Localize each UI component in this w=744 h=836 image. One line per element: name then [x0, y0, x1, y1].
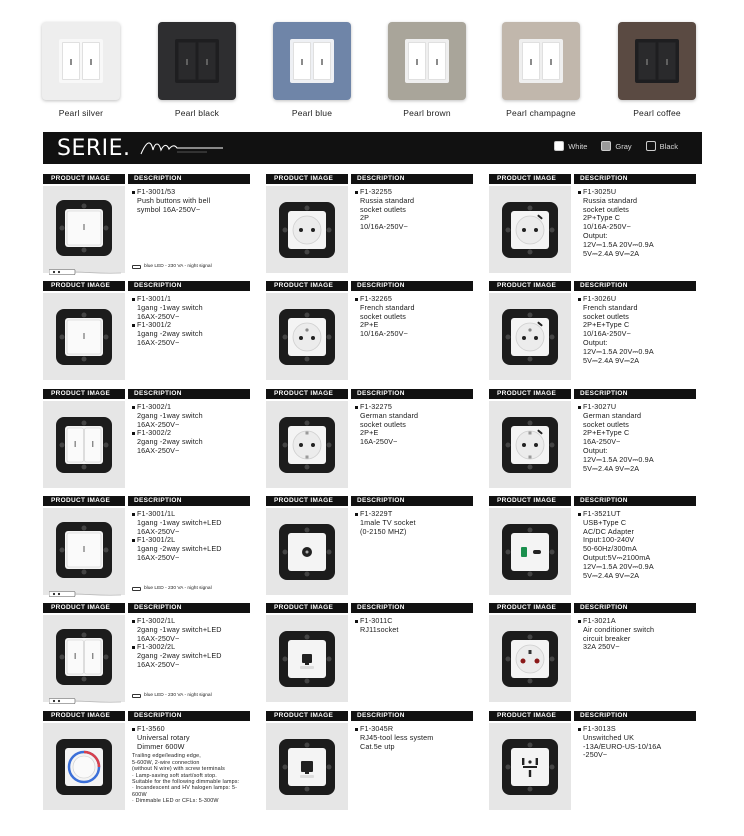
product-image-header: PRODUCT IMAGE — [266, 496, 348, 506]
description-text: F1-3560 Universal rotary Dimmer 600W — [132, 725, 250, 751]
finish-label: Pearl blue — [291, 108, 333, 118]
description-text: F1-3021A Air conditioner switch circuit breaker 32A 250V~ — [578, 617, 696, 652]
led-cable-icon — [49, 584, 121, 590]
product-image — [43, 401, 125, 488]
product-description — [355, 295, 473, 380]
description-text: F1-3521UT USB+Type C AC/DC Adapter Input:100-240V 50-60Hz/300mA Output:5V⎓2100mA 12V⎓1.5A 20V⎓0.9A 5V⎓2.4A 9V⎓2A — [578, 510, 696, 580]
description-text: F1-3002/1 2gang -1way switch 16AX-250V~ F1-3002/2 2gang -2way switch 16AX-250V~ — [132, 403, 250, 456]
socket-ru-usb-icon — [501, 201, 559, 259]
description-text: F1-3026U French standard socket outlets 2P+E+Type C 10/16A-250V~ Output: 12V⎓1.5A 20V⎓0.9A 5V⎓2.4A 9V⎓2A — [578, 295, 696, 365]
bullet-icon — [132, 432, 135, 435]
socket-fr-icon — [278, 308, 336, 366]
bullet-icon — [132, 513, 135, 516]
bullet-icon — [578, 620, 581, 623]
product-card — [266, 281, 473, 382]
product-image — [489, 723, 571, 810]
product-description — [578, 188, 696, 273]
product-card — [266, 603, 473, 704]
socket-de-usb-icon — [501, 416, 559, 474]
description-text: F1-3013S Unswitched UK -13A/EURO-US-10/16A -250V~ — [578, 725, 696, 760]
product-image — [489, 508, 571, 595]
product-card — [43, 711, 250, 812]
switch2-icon — [55, 416, 113, 474]
led-plug-icon — [132, 694, 141, 698]
product-card — [43, 389, 250, 490]
description-text: F1-32265 French standard socket outlets 2P+E 10/16A-250V~ — [355, 295, 473, 339]
description-text: F1-3025U Russia standard socket outlets 2P+Type C 10/16A-250V~ Output: 12V⎓1.5A 20V⎓0.9A 5V⎓2.4A 9V⎓2A — [578, 188, 696, 258]
product-image — [266, 723, 348, 810]
product-description — [355, 617, 473, 702]
bullet-icon — [355, 298, 358, 301]
product-image-header: PRODUCT IMAGE — [489, 496, 571, 506]
bullet-icon — [578, 728, 581, 731]
bullet-icon — [578, 191, 581, 194]
product-image-header: PRODUCT IMAGE — [266, 281, 348, 291]
description-header: DESCRIPTION — [574, 281, 696, 291]
product-card — [266, 711, 473, 812]
bullet-icon — [132, 298, 135, 301]
description-text: F1-3002/1L 2gang -1way switch+LED 16AX-250V~ F1-3002/2L 2gang -2way switch+LED 16AX-250V~ — [132, 617, 250, 670]
product-image — [489, 401, 571, 488]
product-image-header: PRODUCT IMAGE — [43, 389, 125, 399]
description-header: DESCRIPTION — [128, 711, 250, 721]
product-image — [266, 401, 348, 488]
finish-label: Pearl silver — [58, 108, 104, 118]
bullet-icon — [355, 620, 358, 623]
led-plug-icon — [132, 265, 141, 269]
product-card — [489, 711, 696, 812]
bullet-icon — [578, 298, 581, 301]
product-image — [266, 186, 348, 273]
product-image-header: PRODUCT IMAGE — [266, 711, 348, 721]
product-description — [578, 725, 696, 810]
description-header: DESCRIPTION — [574, 711, 696, 721]
usb-adapter-icon — [501, 523, 559, 581]
product-card — [489, 496, 696, 597]
dimmer-details: Trailing edge/leading edge, 5-600W, 2-wire connection (without N wire) with screw terminals · Lamp-saving soft start/soft stop. Suitable for the following dimmable lamps: · Incandescent and HV halogen lamps: 5-600W · Dimmable LED or CFLs: 5-300W — [132, 753, 240, 805]
product-card — [43, 496, 250, 597]
product-image — [43, 723, 125, 810]
description-text: F1-3001/53 Push buttons with bell symbol 16A-250V~ — [132, 188, 250, 214]
led-note-text: blue LED - 230 VA - night signal — [144, 693, 212, 698]
bullet-icon — [578, 406, 581, 409]
description-header: DESCRIPTION — [128, 496, 250, 506]
description-header: DESCRIPTION — [128, 281, 250, 291]
product-description — [578, 510, 696, 595]
product-image-header: PRODUCT IMAGE — [43, 711, 125, 721]
finish-label: Pearl black — [174, 108, 220, 118]
product-card — [266, 496, 473, 597]
bullet-icon — [578, 513, 581, 516]
product-description — [132, 403, 250, 488]
product-image-header: PRODUCT IMAGE — [489, 174, 571, 184]
product-description — [355, 188, 473, 273]
bullet-icon — [132, 728, 135, 731]
switch1-icon — [55, 521, 113, 579]
description-header: DESCRIPTION — [351, 711, 473, 721]
product-image-header: PRODUCT IMAGE — [266, 174, 348, 184]
socket-de-icon — [278, 416, 336, 474]
product-image — [266, 508, 348, 595]
finish-label: Pearl coffee — [633, 108, 681, 118]
product-image-header: PRODUCT IMAGE — [489, 711, 571, 721]
description-header: DESCRIPTION — [574, 603, 696, 613]
product-card — [266, 174, 473, 275]
bullet-icon — [355, 728, 358, 731]
bullet-icon — [132, 620, 135, 623]
filter-label: Black — [659, 141, 678, 151]
breaker-icon — [501, 630, 559, 688]
product-image-header: PRODUCT IMAGE — [43, 174, 125, 184]
description-text: F1-32275 German standard socket outlets 2P+E 16A-250V~ — [355, 403, 473, 447]
switch2-icon — [55, 628, 113, 686]
led-plug-icon — [132, 587, 141, 591]
rj11-icon — [278, 630, 336, 688]
dimmer-icon — [55, 738, 113, 796]
product-image-header: PRODUCT IMAGE — [43, 281, 125, 291]
product-card — [489, 281, 696, 382]
led-note — [132, 264, 212, 269]
filter-label: White — [568, 141, 588, 151]
product-image — [43, 293, 125, 380]
switch1-icon — [55, 199, 113, 257]
product-description — [355, 725, 473, 810]
description-text: F1-3045R RJ45-tool less system Cat.5e utp — [355, 725, 473, 751]
product-card — [43, 603, 250, 704]
product-card — [43, 281, 250, 382]
product-description — [355, 403, 473, 488]
product-image — [43, 186, 125, 273]
socket-fr-usb-icon — [501, 308, 559, 366]
led-note — [132, 586, 212, 591]
product-image — [266, 293, 348, 380]
product-card — [489, 389, 696, 490]
description-header: DESCRIPTION — [351, 281, 473, 291]
filter-label: Gray — [615, 141, 632, 151]
product-card — [43, 174, 250, 275]
product-description — [132, 188, 250, 273]
product-description — [132, 510, 250, 595]
product-image-header: PRODUCT IMAGE — [43, 496, 125, 506]
description-header: DESCRIPTION — [128, 174, 250, 184]
product-image-header: PRODUCT IMAGE — [266, 389, 348, 399]
led-note-text: blue LED - 230 VA - night signal — [144, 264, 212, 269]
led-cable-icon — [49, 262, 121, 268]
bullet-icon — [132, 191, 135, 194]
product-description — [132, 725, 250, 810]
description-text: F1-3001/1L 1gang -1way switch+LED 16AX-250V~ F1-3001/2L 1gang -2way switch+LED 16AX-250V~ — [132, 510, 250, 563]
product-image-header: PRODUCT IMAGE — [266, 603, 348, 613]
product-description — [578, 295, 696, 380]
socket-ru-icon — [278, 201, 336, 259]
product-description — [132, 617, 250, 702]
product-image — [43, 615, 125, 702]
bullet-icon — [132, 324, 135, 327]
product-card — [266, 389, 473, 490]
product-image-header: PRODUCT IMAGE — [43, 603, 125, 613]
bullet-icon — [132, 646, 135, 649]
description-text: F1-3001/1 1gang -1way switch 16AX-250V~ F1-3001/2 1gang -2way switch 16AX-250V~ — [132, 295, 250, 348]
description-header: DESCRIPTION — [574, 496, 696, 506]
bullet-icon — [132, 539, 135, 542]
led-note — [132, 693, 212, 698]
description-text: F1-32255 Russia standard socket outlets 2P 10/16A-250V~ — [355, 188, 473, 232]
product-image-header: PRODUCT IMAGE — [489, 603, 571, 613]
bullet-icon — [355, 406, 358, 409]
product-description — [132, 295, 250, 380]
description-header: DESCRIPTION — [574, 174, 696, 184]
description-header: DESCRIPTION — [351, 603, 473, 613]
bullet-icon — [355, 513, 358, 516]
bullet-icon — [355, 191, 358, 194]
description-header: DESCRIPTION — [128, 603, 250, 613]
switch1-icon — [55, 308, 113, 366]
product-image — [266, 615, 348, 702]
description-text: F1-3011C RJ11socket — [355, 617, 473, 635]
description-header: DESCRIPTION — [351, 389, 473, 399]
product-card — [489, 603, 696, 704]
finish-label: Pearl brown — [403, 108, 451, 118]
product-image — [489, 186, 571, 273]
description-text: F1-3027U German standard socket outlets 2P+E+Type C 16A-250V~ Output: 12V⎓1.5A 20V⎓0.9A 5V⎓2.4A 9V⎓2A — [578, 403, 696, 473]
product-description — [578, 617, 696, 702]
rj45-icon — [278, 738, 336, 796]
product-description — [355, 510, 473, 595]
description-header: DESCRIPTION — [128, 389, 250, 399]
tv-icon — [278, 523, 336, 581]
product-image-header: PRODUCT IMAGE — [489, 281, 571, 291]
product-card — [489, 174, 696, 275]
description-text: F1-3229T 1male TV socket (0-2150 MHZ) — [355, 510, 473, 536]
serie-title: SERIE. — [57, 135, 131, 161]
finish-label: Pearl champagne — [506, 108, 576, 118]
product-image — [489, 293, 571, 380]
product-image-header: PRODUCT IMAGE — [489, 389, 571, 399]
description-header: DESCRIPTION — [351, 496, 473, 506]
uk-icon — [501, 738, 559, 796]
description-header: DESCRIPTION — [351, 174, 473, 184]
description-header: DESCRIPTION — [574, 389, 696, 399]
led-note-text: blue LED - 230 VA - night signal — [144, 586, 212, 591]
product-description — [578, 403, 696, 488]
bullet-icon — [132, 406, 135, 409]
product-image — [43, 508, 125, 595]
led-cable-icon — [49, 691, 121, 697]
product-image — [489, 615, 571, 702]
